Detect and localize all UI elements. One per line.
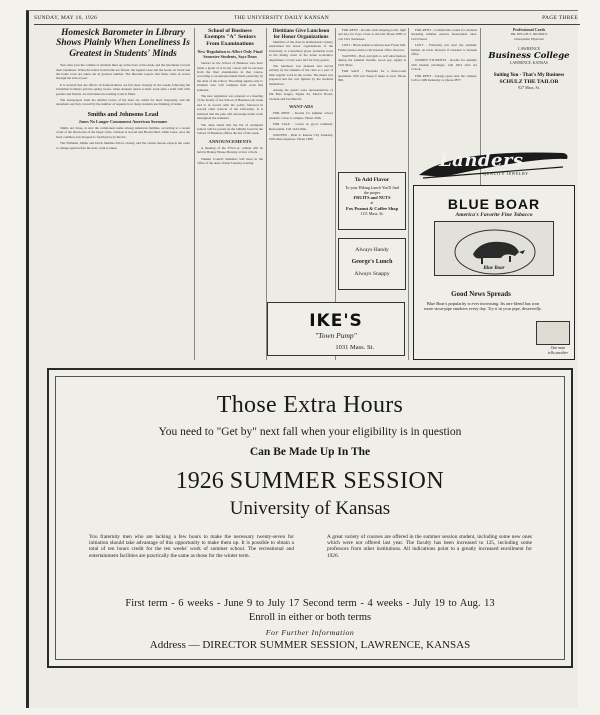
dietitians-headline: Dietitians Give Luncheon for Honor Organizations — [272, 28, 330, 40]
ikes-name: IKE'S — [309, 311, 363, 331]
tailor-name: SCHULZ THE TAILOR — [499, 79, 559, 86]
column-1 — [56, 28, 190, 363]
column-rule — [408, 28, 409, 360]
made-up-line: Can Be Made Up In The — [249, 446, 371, 458]
fraternity-paragraph: You fraternity men who are lacking a few hours to make the necessary twenty-seven for initiation should take advantage of this opportunity to make them up. It is possible to obtain a total of ten hours credit for the ten weeks' work of summer school. The recreational and entertainment facilities are practically the same as those for the winter term. — [89, 534, 294, 559]
header-page-number: PAGE THREE — [542, 15, 578, 21]
column-rule — [194, 28, 195, 360]
column-4-classifieds: FOR RENT - Rooms with sleeping porch, light and airy, for boys. Close to the hill. Phone 2085 or call 1321 Tennessee. LOST - Black leather notebook near Fraser hall. Finder please return to the Kansan office. Reward. WANTED - Boys and girls to sell subscriptions during the summer months. Good pay. Apply at 1031 Mass. FOR SALE - Furniture for a three-room apartment. Will sell cheap if taken at once. Phone 996. — [338, 28, 406, 83]
second-subhead: Jones No Longer Commonest American Surname — [78, 118, 168, 124]
director-address: Address — DIRECTOR SUMMER SESSION, LAWRENCE, KANSAS — [149, 639, 471, 651]
fox-peanut-ad: To Add Flavor To your Hiking Lunch You'll find the proper FRUITS and NUTS at Fox Peanut & Coffee Shop 1111 Mass. St. — [338, 172, 406, 230]
business-college-logo: Business College — [488, 50, 570, 61]
enroll-line: Enroll in either or both terms — [248, 612, 372, 623]
professional-cards: Professional Cards DR. NELLIE S. NICHOLS Osteopathic Physician LAWRENCE Business College LAWRENCE, KANSAS Suiting You - That's My Business SCHULZ THE TAILOR 927 Mass. St. — [483, 28, 575, 140]
header-date: SUNDAY, MAY 16, 1926 — [34, 15, 98, 21]
university-title: University of Kansas — [229, 498, 391, 519]
georges-lunch-ad: Always Handy George's Lunch Always Snappy — [338, 238, 406, 290]
blue-boar-ad: BLUE BOAR America's Favorite Fine Tobacco Blue Boar Good News Spreads Blue Boar's popularity is ever increasing. Its rare blend has won more stout-pipe smokers every day. Try it in your pipe, deservedly. One man tells another — [413, 185, 575, 360]
extra-hours-title: Those Extra Hours — [216, 392, 404, 418]
column-3: Dietitians Give Luncheon for Honor Organizations Members of the class in institutional cookery entertained the honor organizations of the University at a luncheon given yesterday noon in the dining room of the home economics department. Covers were laid for forty guests. The luncheon was planned and served entirely by the students of the class as a part of their regular work in the course. The menu was prepared and the cost figured by the students themselves. Among the guests were representatives of Phi Beta Kappa, Sigma Xi, Mortar Board, Sachem and Tau Beta Pi. WANT-ADS FOR RENT - Rooms for summer school students. Close to campus. Phone 2196. FOR SALE - Canoe in good condition. Reasonable. Call 1424 Ohio. WANTED - Ride to Kansas City Saturday. Will share expenses. Phone 1689. — [269, 28, 333, 142]
second-headline: Smiths and Johnsons Lead — [87, 110, 159, 118]
business-headline: School of Business Exempts "A" Seniors From Examinations — [204, 28, 256, 47]
tobacco-tin: Blue Boar — [434, 221, 554, 276]
column-2: School of Business Exempts "A" Seniors From Examinations New Regulation to Affect Only Final Semester Students, Says Dean Seniors in the School of Business who have made a grade of A in any course will be excused from the final examination in that course, according to an announcement made yesterday by the dean of the school. The ruling applies only to students who will complete their work this semester. The new regulation was adopted at a meeting of the faculty of the School of Business last week and is in accord with the policy followed in several other schools of the University. It is believed that the plan will encourage better work throughout the semester. The dean stated that the list of exempted seniors will be posted on the bulletin board in the School of Business offices the last of the week. ANNOUNCEMENTS A meeting of the Y.W.C.A. cabinet will be held in Henley House Monday at four o'clock. Student Council members will meet in the office of the dean of men Tuesday evening. — [197, 28, 263, 165]
eligibility-line: You need to "Get by" next fall when your eligibility is in question — [158, 426, 462, 438]
header-paper-name: THE UNIVERSITY DAILY KANSAN — [234, 15, 329, 21]
further-info: For Further Information — [265, 628, 355, 637]
business-subhead: New Regulation to Affect Only Final Semester Students, Says Dean — [197, 49, 263, 60]
pipe-icon — [536, 321, 570, 345]
announcements-title: ANNOUNCEMENTS — [208, 138, 252, 144]
summer-session-ad — [47, 368, 573, 668]
page-header — [34, 13, 580, 25]
column-5-classifieds: FOR RENT - Comfortable rooms for students attending summer session. Reasonable rates. 1223 Oread. LOST - Fraternity pin near the stadium. Initials on back. Reward if returned to Kansan office. WOMEN STUDENTS - Rooms for summer with kitchen privileges. Call 1812 after six o'clock. FOR RENT - Garage space near the campus. Call at 1409 Kentucky or phone 2877. — [411, 28, 477, 83]
term-dates: First term - 6 weeks - June 9 to July 17 Second term - 4 weeks - July 19 to Aug. 13 — [125, 598, 495, 609]
lead-story-body: Year after year the column of students lines up at the front of the desk, and the barometer records their loneliness. When the letters from home are fewest, the register rises and the books on travel and the home town are taken out in greatest number. The librarian reports that these come in waves through the school year. It is noticed that the effects of home-sickness are felt most strongly in the weeks following the Christmas holidays and the spring recess, when students return to their work after a brief visit with parents and friends. At such times the reading room is filled. The newspapers from the smaller towns of the state are called for most frequently, and the attendants say they can tell by the number of requests how many students are thinking of home. — [56, 63, 190, 107]
landers-ad: Landers QUALITY JEWELRY — [413, 145, 575, 183]
ikes-ad: IKE'S "Town Pump" 1031 Mass. St. — [267, 302, 405, 356]
summer-session-title: 1926 SUMMER SESSION — [175, 468, 445, 494]
courses-paragraph: A great variety of courses are offered in the summer session student, including some new ones which were not offered last year. The faculty has been increased to 125, including some professors from other institutions. All indications point to a greatly increased enrollment for 1926. — [327, 534, 532, 559]
want-ads-title: WANT-ADS — [288, 104, 314, 110]
lead-headline: Homesick Barometer in Library Shows Plainly When Loneliness Is Greatest in Students' Minds — [56, 28, 190, 59]
tailor-slogan: Suiting You - That's My Business — [493, 73, 565, 79]
second-story-body: Smith, not Jones, is now the commonest name among American families, according to a recent count of the directories of the larger cities. Johnson is second and Brown third, while Jones, once the most common, has dropped to fourth place in the list. The Williams, Miller and Davis families follow closely, and the census bureau expects the order to change again before the next count is taken. — [56, 125, 190, 150]
